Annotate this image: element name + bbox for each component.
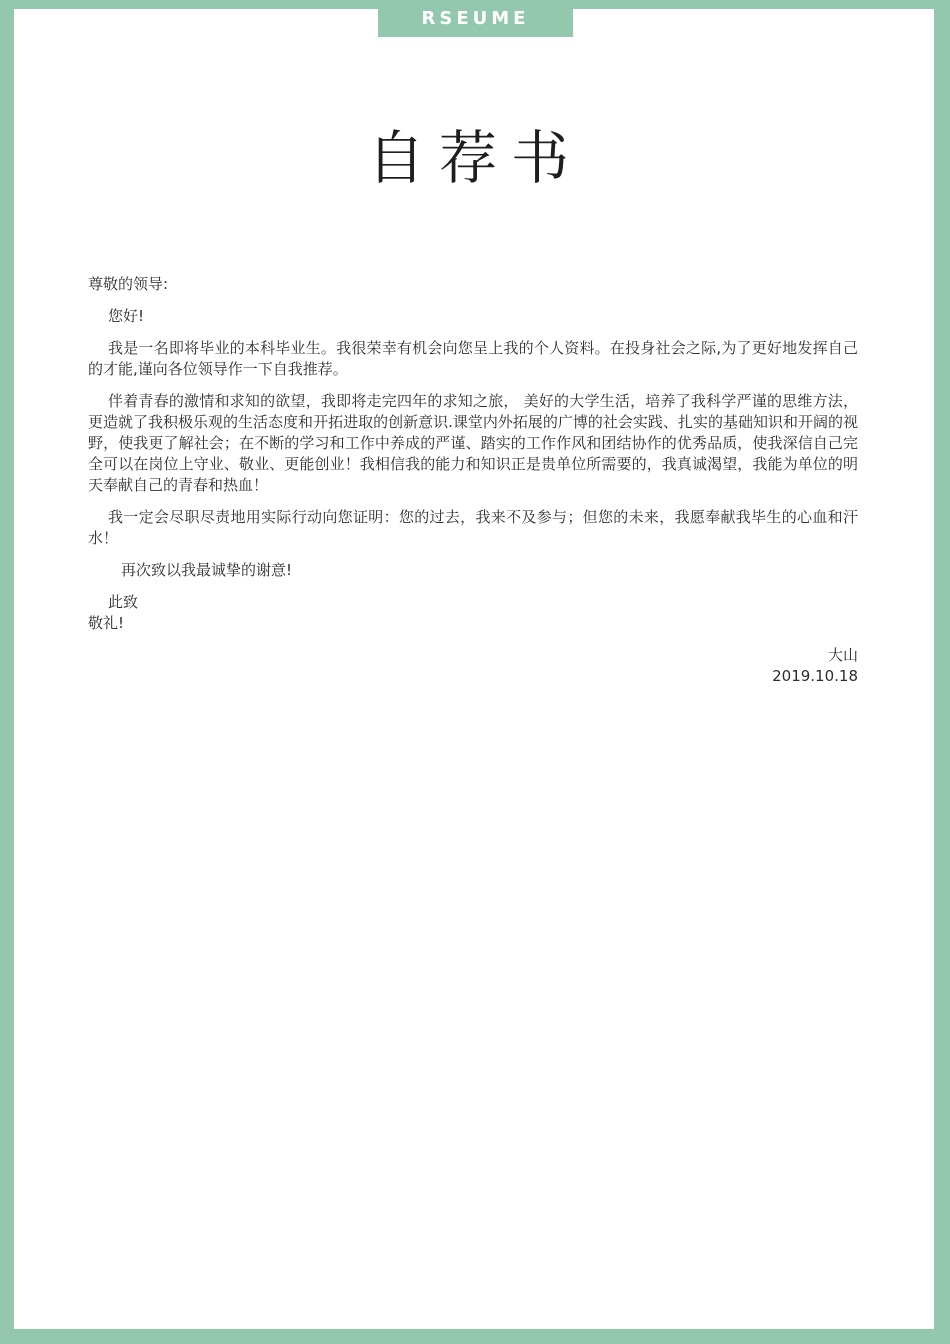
closing-jingli: 敬礼! (88, 614, 125, 632)
closing-cizhi: 此致 (108, 593, 139, 611)
signature-name: 大山 (827, 646, 858, 664)
thanks-line: 再次致以我最诚挚的谢意! (121, 561, 293, 579)
paragraph-intro: 我是一名即将毕业的本科毕业生。我很荣幸有机会向您呈上我的个人资料。在投身社会之际,为了更好地发挥自己的才能,谨向各位领导作一下自我推荐。 (88, 339, 858, 378)
letter-body (88, 274, 858, 687)
signature-date: 2019.10.18 (772, 667, 858, 685)
paragraph-commitment: 我一定会尽职尽责地用实际行动向您证明：您的过去，我来不及参与；但您的未来，我愿奉献我毕生的心血和汗水！ (88, 508, 858, 547)
greeting: 您好! (108, 307, 145, 325)
page-title: 自荐书 (366, 124, 583, 192)
salutation: 尊敬的领导: (88, 275, 169, 293)
paragraph-experience: 伴着青春的激情和求知的欲望，我即将走完四年的求知之旅， 美好的大学生活，培养了我科学严谨的思维方法，更造就了我积极乐观的生活态度和开拓进取的创新意识.课堂内外拓展的广博的社会实践、扎实的基础知识和开阔的视野，使我更了解社会；在不断的学习和工作中养成的严谨、踏实的工作作风和团结协作的优秀品质，使我深信自己完全可以在岗位上守业、敬业、更能创业！我相信我的能力和知识正是贵单位所需要的，我真诚渴望，我能为单位的明天奉献自己的青春和热血！ (88, 392, 858, 494)
header-tab: RSEUME (378, 0, 573, 37)
